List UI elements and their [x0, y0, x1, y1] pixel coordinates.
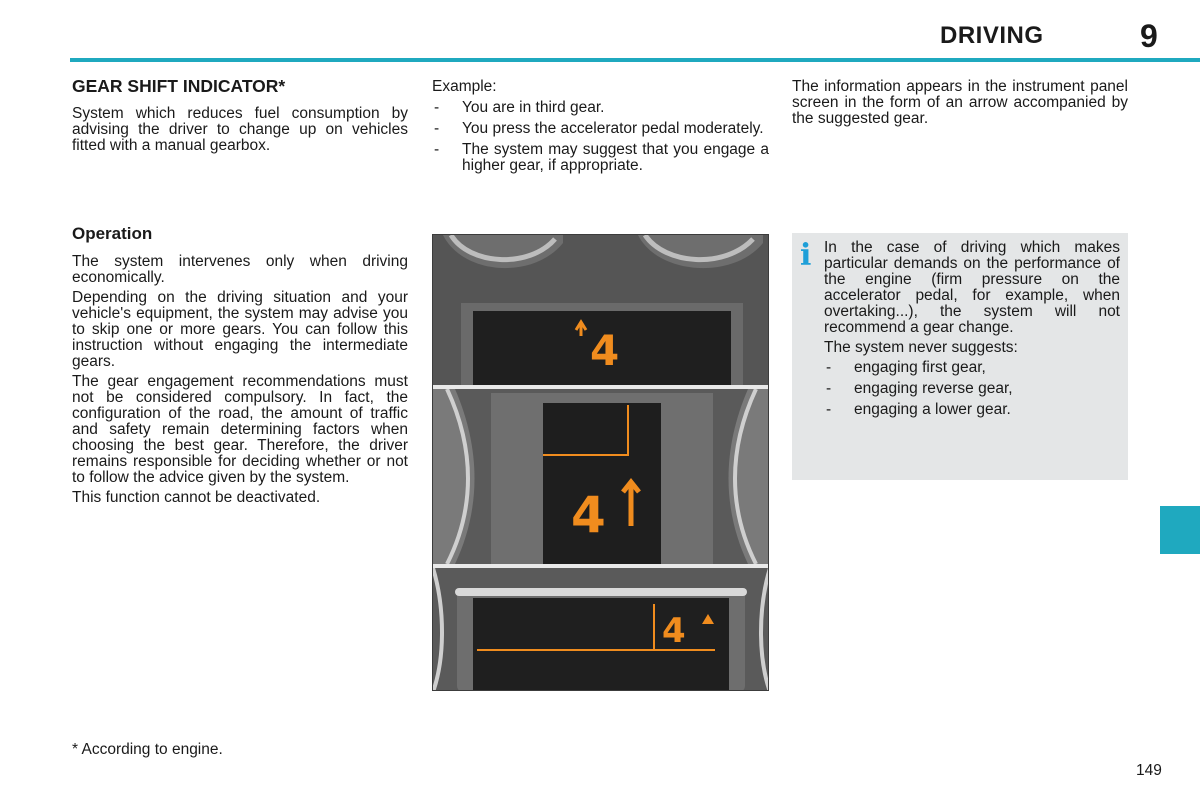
example-label: Example: — [432, 78, 497, 95]
page-number: 149 — [1136, 762, 1162, 779]
info-icon: i — [800, 238, 812, 273]
operation-paragraph: This function cannot be deactivated. — [72, 489, 321, 506]
info-paragraph: The information appears in the instrument panel screen in the form of an arrow accompanied by the suggested gear. — [792, 78, 1128, 127]
info-paragraph: In the case of driving which makes particular demands on the performance of the engine (firm pressure on the accelerator pedal, for example, when overtaking...), the system will not recommend a gear change. — [824, 239, 1120, 336]
intro-paragraph: System which reduces fuel consumption by advising the driver to change up on vehicles fitted with a manual gearbox. — [72, 105, 408, 154]
operation-paragraph: Depending on the driving situation and your vehicle's equipment, the system may advise you to skip one or more gears. You can follow this instruction without engaging the intermediate gears. — [72, 289, 408, 370]
footnote: * According to engine. — [72, 741, 223, 758]
example-list — [432, 100, 769, 174]
chapter-title: DRIVING — [940, 22, 1044, 49]
info-list — [824, 360, 1120, 418]
middle-column — [432, 79, 769, 179]
info-paragraph: The system never suggests: — [824, 339, 1018, 356]
list-item: - engaging a lower gear. — [824, 402, 1120, 418]
left-column — [72, 78, 408, 510]
instrument-panel-illustration — [432, 234, 769, 691]
operation-heading: Operation — [72, 224, 153, 243]
gear-indicator-text: 4 — [662, 611, 686, 651]
display-panel-2 — [433, 389, 768, 564]
list-item: - engaging reverse gear, — [824, 381, 1120, 397]
gear-indicator-text: 4 — [590, 326, 620, 375]
display-panel-3 — [433, 568, 768, 691]
gear-indicator-text: 4 — [571, 486, 606, 544]
header-rule — [70, 58, 1200, 62]
list-item: - The system may suggest that you engage a higher gear, if appropriate. — [432, 142, 769, 174]
right-column — [792, 79, 1128, 131]
section-title: GEAR SHIFT INDICATOR* — [72, 76, 286, 96]
list-item: - engaging first gear, — [824, 360, 1120, 376]
list-item: - You are in third gear. — [432, 100, 769, 116]
operation-paragraph: The system intervenes only when driving economically. — [72, 253, 408, 286]
chapter-tab — [1160, 506, 1200, 554]
info-box — [792, 233, 1128, 480]
operation-paragraph: The gear engagement recommendations must not be considered compulsory. In fact, the configuration of the road, the amount of traffic and safety remain determining factors when choosing the best gear. Therefore, the driver remains responsible for deciding whether or not to follow the advice given by the system. — [72, 373, 408, 486]
list-item: - You press the accelerator pedal moderately. — [432, 121, 769, 137]
display-panel-1 — [433, 235, 768, 385]
chapter-number: 9 — [1140, 18, 1158, 54]
